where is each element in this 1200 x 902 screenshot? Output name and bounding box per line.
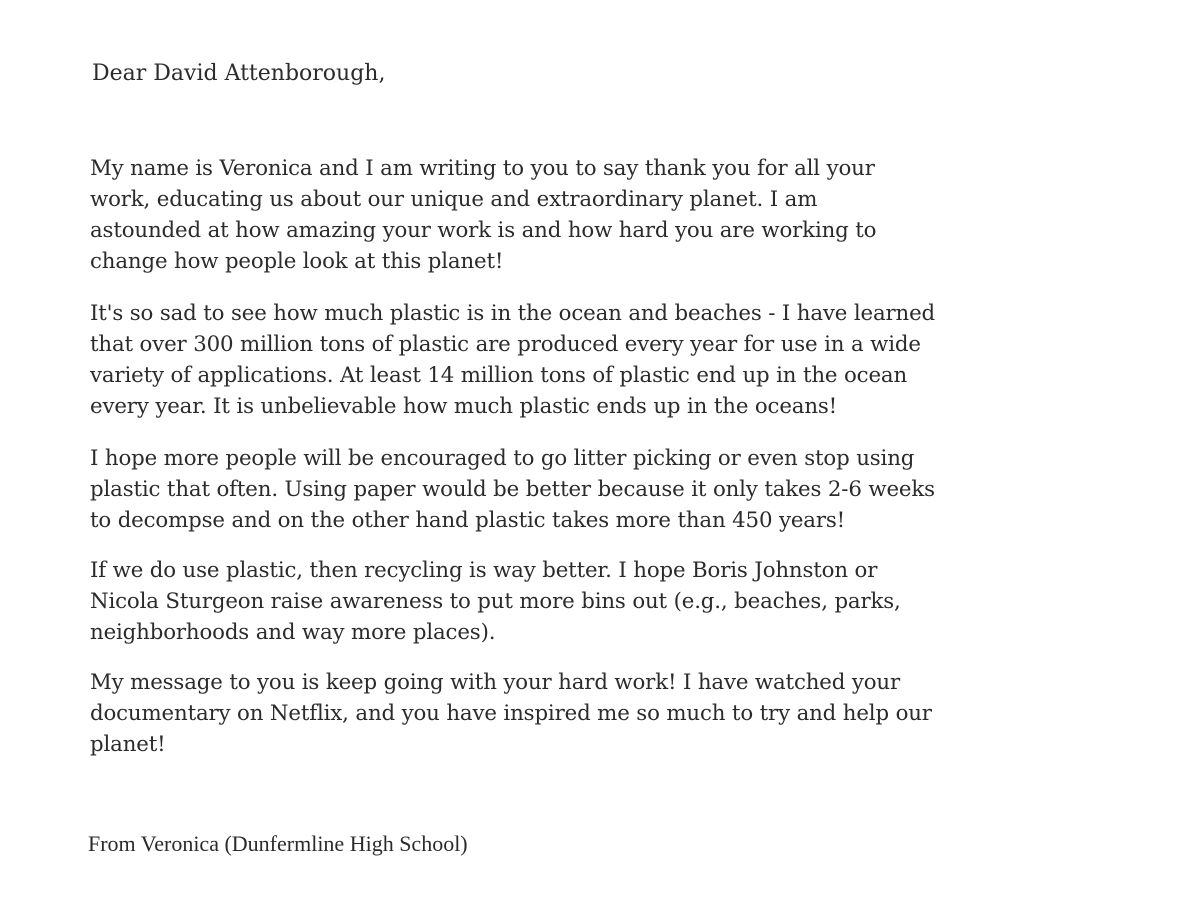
paragraph-line: to decompse and on the other hand plastic takes more than 450 years! <box>90 508 846 533</box>
paragraph-line: It's so sad to see how much plastic is in the ocean and beaches - I have learned <box>90 301 936 326</box>
paragraph-line: I hope more people will be encouraged to go litter picking or even stop using <box>90 446 915 471</box>
paragraph-line: astounded at how amazing your work is and how hard you are working to <box>90 218 877 243</box>
paragraph-line: neighborhoods and way more places). <box>90 620 496 645</box>
paragraph-line: My name is Veronica and I am writing to you to say thank you for all your <box>90 156 875 181</box>
letter-paragraph-4 <box>90 555 1090 648</box>
letter-paragraph-2 <box>90 298 1090 422</box>
letter-paragraph-3 <box>90 443 1090 536</box>
paragraph-line: My message to you is keep going with your hard work! I have watched your <box>90 670 901 695</box>
paragraph-line: change how people look at this planet! <box>90 249 504 274</box>
paragraph-line: Nicola Sturgeon raise awareness to put more bins out (e.g., beaches, parks, <box>90 589 901 614</box>
paragraph-line: planet! <box>90 732 166 757</box>
paragraph-line: variety of applications. At least 14 million tons of plastic end up in the ocean <box>90 363 908 388</box>
paragraph-line: documentary on Netflix, and you have inspired me so much to try and help our <box>90 701 932 726</box>
paragraph-line: work, educating us about our unique and extraordinary planet. I am <box>90 187 818 212</box>
paragraph-line: If we do use plastic, then recycling is way better. I hope Boris Johnston or <box>90 558 878 583</box>
paragraph-line: that over 300 million tons of plastic are produced every year for use in a wide <box>90 332 921 357</box>
paragraph-line: plastic that often. Using paper would be better because it only takes 2-6 weeks <box>90 477 935 502</box>
letter-paragraph-5 <box>90 667 1090 760</box>
letter-salutation: Dear David Attenborough, <box>92 61 386 86</box>
letter-paragraph-1 <box>90 153 1090 277</box>
letter-signoff: From Veronica (Dunfermline High School) <box>88 831 468 856</box>
paragraph-line: every year. It is unbelievable how much plastic ends up in the oceans! <box>90 394 838 419</box>
